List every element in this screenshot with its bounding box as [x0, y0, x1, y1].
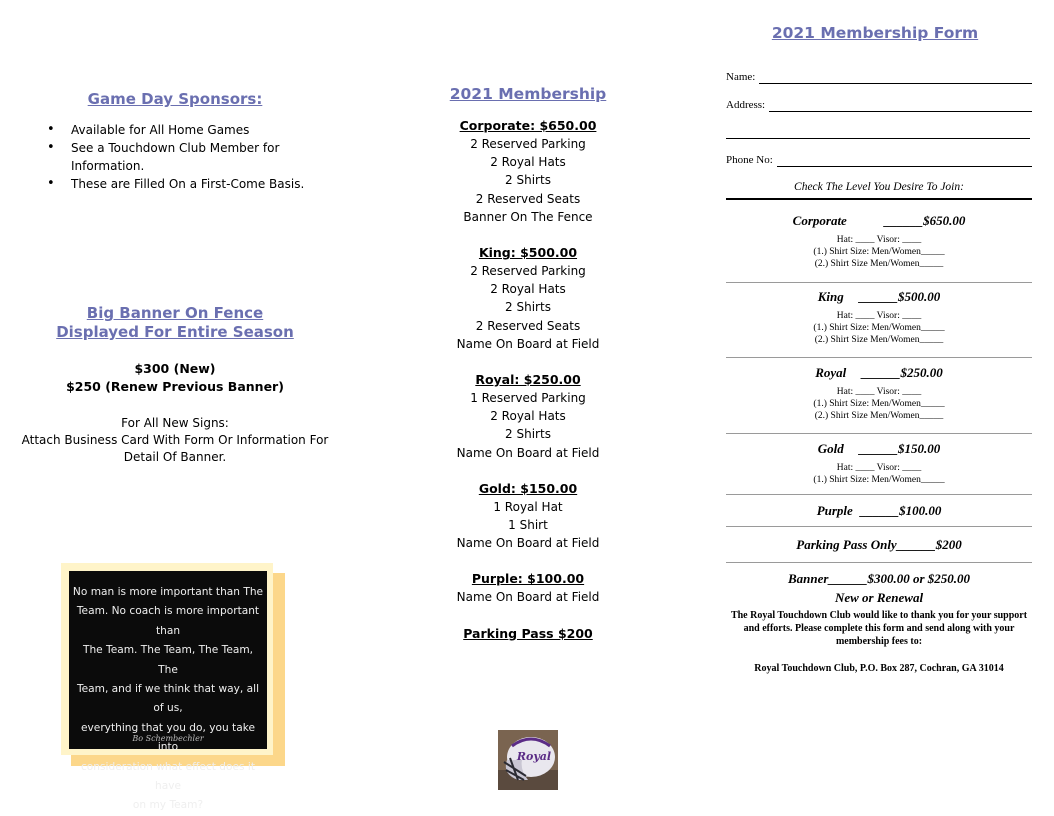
- form-title: 2021 Membership Form: [771, 24, 979, 42]
- banner-title-line2: Displayed For Entire Season: [56, 323, 294, 341]
- address-field[interactable]: [726, 98, 1032, 112]
- quote-frame: [61, 563, 273, 812]
- game-day-sponsors-title: Game Day Sponsors:: [87, 90, 263, 108]
- tier-gold[interactable]: [726, 441, 1032, 457]
- tier-blank[interactable]: ______: [859, 289, 898, 304]
- level-item: 2 Reserved Seats: [475, 191, 581, 206]
- level-royal: [378, 371, 678, 462]
- phone-field[interactable]: [726, 153, 1032, 167]
- tier-name: Purple: [816, 503, 853, 518]
- level-heading: Parking Pass $200: [463, 625, 593, 641]
- list-item: • See a Touchdown Club Member for Information.: [45, 139, 315, 175]
- shirt-size-line[interactable]: (2.) Shirt Size Men/Women_____: [814, 411, 944, 421]
- banner-title-line1: Big Banner On Fence: [86, 304, 264, 322]
- tier-gold-details: [726, 462, 1032, 486]
- hat-visor-line[interactable]: Hat: ____ Visor: ____: [836, 235, 922, 245]
- banner-new-or-renewal: New or Renewal: [834, 590, 924, 605]
- level-item: 1 Reserved Parking: [470, 391, 586, 406]
- level-corporate: [378, 117, 678, 226]
- list-item: • Available for All Home Games: [45, 121, 315, 139]
- level-item: 2 Shirts: [505, 173, 551, 188]
- tier-blank[interactable]: ______: [896, 537, 936, 552]
- tier-blank[interactable]: ______: [861, 365, 901, 380]
- tier-price: $250.00: [900, 365, 943, 380]
- divider: [726, 282, 1032, 283]
- level-gold: [378, 480, 678, 553]
- tier-price: $100.00: [899, 503, 942, 518]
- address-label: Address:: [726, 99, 766, 111]
- name-label: Name:: [726, 71, 756, 83]
- shirt-size-line[interactable]: (2.) Shirt Size Men/Women_____: [814, 335, 944, 345]
- tier-royal-details: [726, 386, 1032, 422]
- level-parking-pass: [378, 625, 678, 643]
- level-king: [378, 244, 678, 353]
- level-heading: Purple: $100.00: [471, 571, 585, 587]
- hat-visor-line[interactable]: Hat: ____ Visor: ____: [836, 463, 922, 473]
- divider: [726, 357, 1032, 358]
- phone-input-line[interactable]: [777, 155, 1032, 167]
- address-input-line-2[interactable]: [726, 138, 1030, 139]
- level-heading: King: $500.00: [478, 245, 578, 261]
- tier-parking-pass[interactable]: [726, 537, 1032, 553]
- tier-price: $150.00: [898, 441, 941, 456]
- thank-you-note: The Royal Touchdown Club would like to thank you for your support and efforts. Please complete this form and send along with your membership fees to:: [730, 610, 1028, 647]
- quote-line: consideration what effect does it have: [80, 760, 255, 793]
- name-input-line[interactable]: [759, 72, 1032, 84]
- level-item: 2 Royal Hats: [490, 282, 566, 297]
- quote-line: No man is more important than The: [72, 586, 264, 598]
- tier-king[interactable]: [726, 289, 1032, 305]
- level-item: Banner On The Fence: [463, 209, 593, 224]
- tier-price: $650.00: [923, 213, 966, 228]
- tier-corporate[interactable]: [726, 213, 1032, 229]
- level-item: 2 Shirts: [505, 300, 551, 315]
- quote-box: [69, 571, 267, 812]
- check-level-instruction: Check The Level You Desire To Join:: [794, 181, 964, 193]
- shirt-size-line[interactable]: (1.) Shirt Size: Men/Women_____: [813, 247, 945, 257]
- quote-line: Team, and if we think that way, all of us,: [76, 683, 260, 715]
- tier-price: $300.00 or $250.00: [867, 571, 971, 586]
- level-heading: Royal: $250.00: [475, 372, 581, 388]
- level-item: 2 Reserved Parking: [470, 137, 586, 151]
- quote-signature: Bo Schembechler: [132, 734, 204, 743]
- tier-royal[interactable]: [726, 365, 1032, 381]
- membership-levels: [378, 117, 678, 661]
- tier-price: $200: [935, 537, 962, 552]
- list-item: • These are Filled On a First-Come Basis.: [45, 175, 315, 193]
- phone-label: Phone No:: [726, 154, 773, 166]
- tier-name: Parking Pass Only: [796, 537, 897, 552]
- new-signs-note: [0, 415, 350, 466]
- divider: [726, 433, 1032, 434]
- divider: [726, 562, 1032, 563]
- hat-visor-line[interactable]: Hat: ____ Visor: ____: [836, 311, 922, 321]
- banner-price-new: $300 (New): [134, 361, 216, 376]
- shirt-size-line[interactable]: (1.) Shirt Size: Men/Women_____: [813, 399, 945, 409]
- level-item: 1 Shirt: [508, 518, 548, 533]
- game-day-sponsors-list: [45, 121, 315, 193]
- level-item: Name On Board at Field: [456, 336, 600, 351]
- membership-title: 2021 Membership: [449, 85, 607, 103]
- signs-line: Attach Business Card With Form Or Information For: [21, 433, 329, 447]
- level-item: 2 Shirts: [505, 427, 551, 442]
- tier-king-details: [726, 310, 1032, 346]
- level-item: 1 Royal Hat: [493, 499, 563, 514]
- level-heading: Corporate: $650.00: [459, 118, 597, 133]
- address-input-line[interactable]: [769, 100, 1032, 112]
- hat-visor-line[interactable]: Hat: ____ Visor: ____: [836, 387, 922, 397]
- tier-banner[interactable]: [726, 571, 1032, 587]
- signs-line: For All New Signs:: [121, 416, 229, 430]
- banner-price-renew: $250 (Renew Previous Banner): [66, 379, 284, 394]
- banner-title: [0, 304, 350, 342]
- tier-blank[interactable]: ______: [884, 213, 924, 228]
- banner-prices: [0, 360, 350, 396]
- level-item: 2 Reserved Seats: [475, 318, 581, 333]
- tier-name: Corporate: [792, 213, 847, 228]
- level-item: Name On Board at Field: [456, 590, 600, 605]
- level-purple: [378, 570, 678, 606]
- tier-name: Gold: [817, 441, 844, 456]
- level-item: 2 Reserved Parking: [470, 264, 586, 279]
- helmet-image: [498, 730, 558, 790]
- quote-line: everything that you do, you take into: [81, 721, 255, 754]
- tier-blank[interactable]: ______: [859, 441, 898, 456]
- level-item: 2 Royal Hats: [490, 409, 566, 424]
- divider: [726, 526, 1032, 527]
- mailing-address: Royal Touchdown Club, P.O. Box 287, Cochran, GA 31014: [754, 663, 1004, 674]
- helmet-logo-text: Royal: [516, 750, 552, 763]
- tier-purple[interactable]: [726, 503, 1032, 519]
- tier-price: $500.00: [898, 289, 941, 304]
- shirt-size-line[interactable]: (1.) Shirt Size: Men/Women_____: [813, 475, 945, 485]
- quote-line: Team. No coach is more important than: [76, 605, 260, 637]
- level-item: 2 Royal Hats: [490, 155, 566, 170]
- quote-card: [61, 563, 285, 812]
- quote-line: on my Team?: [132, 799, 204, 812]
- divider: [726, 198, 1032, 200]
- shirt-size-line[interactable]: (2.) Shirt Size Men/Women_____: [814, 259, 944, 269]
- level-heading: Gold: $150.00: [478, 480, 578, 496]
- signs-line: Detail Of Banner.: [123, 450, 227, 464]
- shirt-size-line[interactable]: (1.) Shirt Size: Men/Women_____: [813, 323, 945, 333]
- tier-name: King: [817, 289, 844, 304]
- tier-blank[interactable]: ______: [828, 571, 868, 586]
- tier-name: Royal: [815, 365, 847, 380]
- tier-corporate-details: [726, 234, 1032, 270]
- name-field[interactable]: [726, 70, 1032, 84]
- divider: [726, 494, 1032, 495]
- level-item: Name On Board at Field: [456, 536, 600, 551]
- tier-blank[interactable]: ______: [860, 503, 900, 518]
- level-item: Name On Board at Field: [456, 445, 600, 460]
- tier-name: Banner: [787, 571, 829, 586]
- quote-line: The Team. The Team, The Team, The: [82, 644, 254, 676]
